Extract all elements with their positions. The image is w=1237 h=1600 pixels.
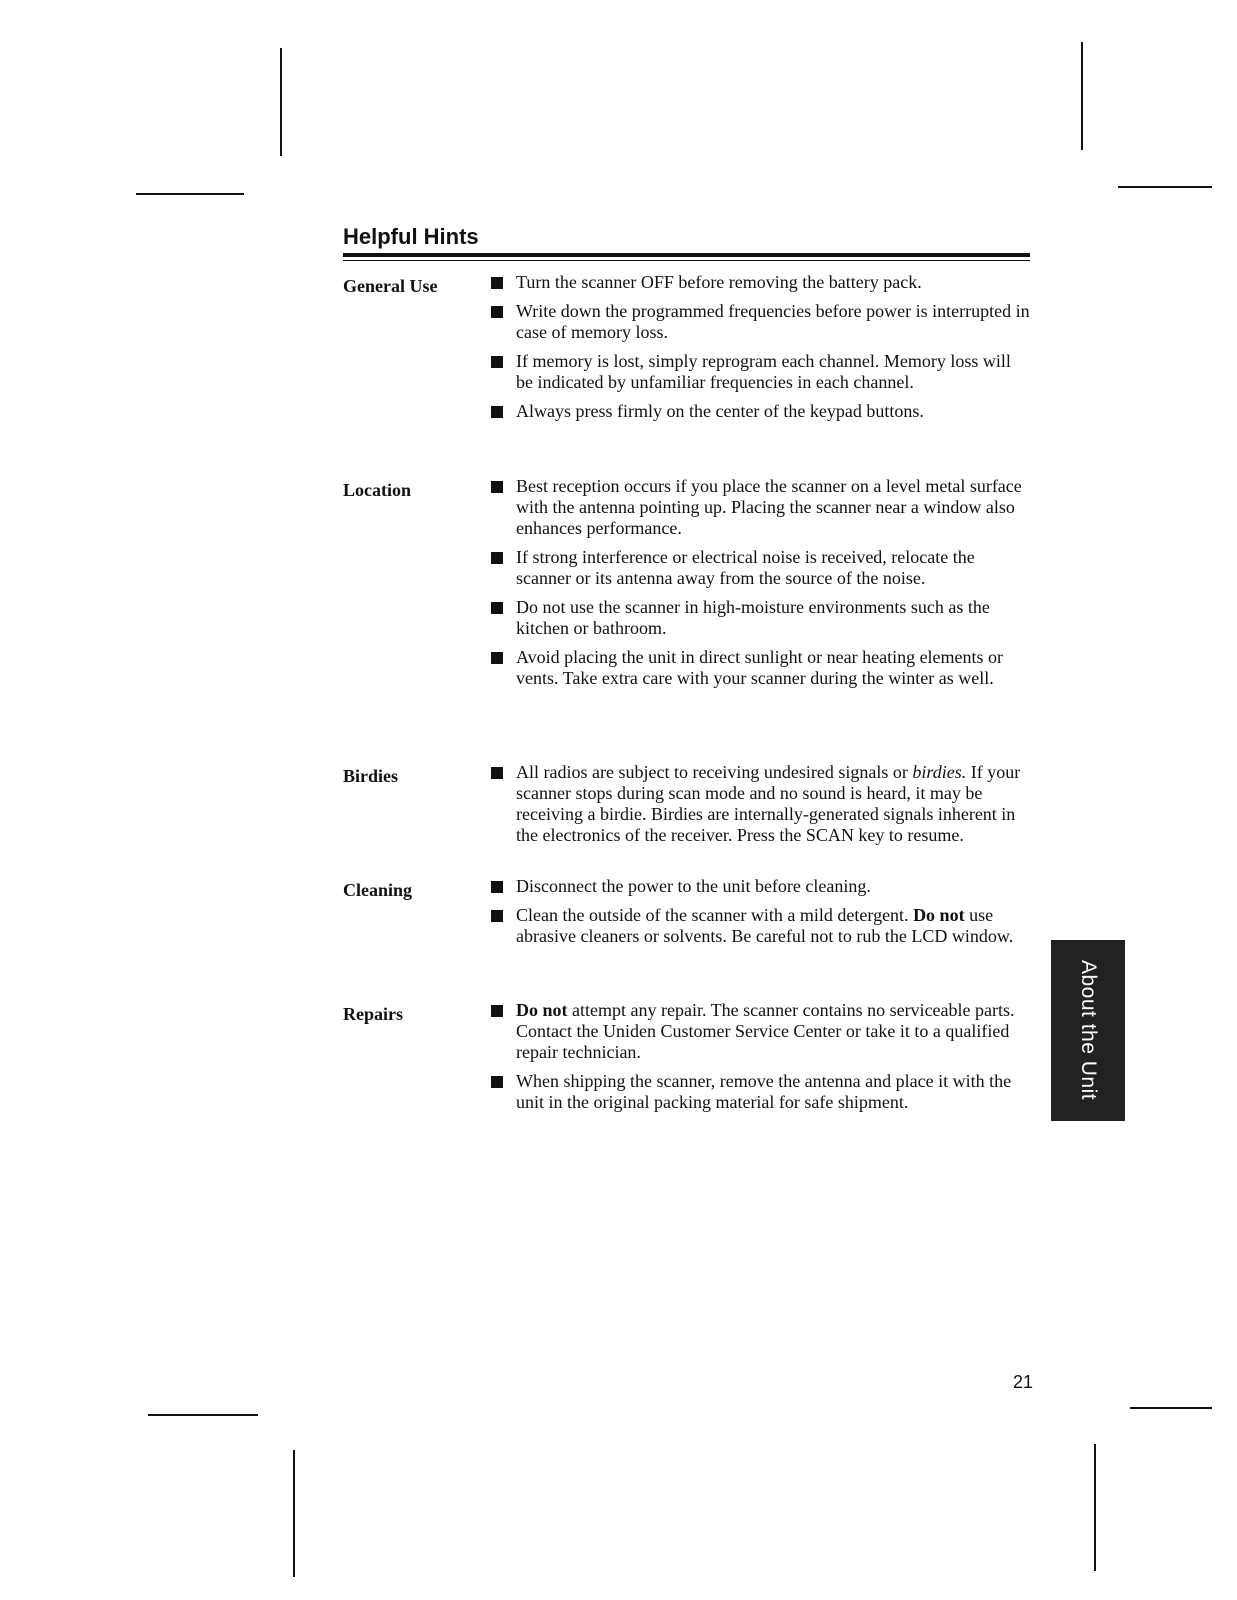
hint-item	[491, 762, 1031, 846]
hint-text: Best reception occurs if you place the scanner on a level metal surface with the antenna pointing up. Placing the scanner near a window also enhances performance.	[516, 476, 1022, 538]
bullet-icon	[491, 406, 503, 418]
hint-text: If memory is lost, simply reprogram each channel. Memory loss will be indicated by unfamiliar frequencies in each channel.	[516, 351, 1011, 392]
bullet-icon	[491, 652, 503, 664]
bullet-icon	[491, 881, 503, 893]
hint-text: Always press firmly on the center of the keypad buttons.	[516, 401, 924, 421]
hint-item	[491, 476, 1031, 539]
hint-item	[491, 547, 1031, 589]
hint-item	[491, 1071, 1031, 1113]
hint-item	[491, 272, 1031, 293]
hint-item	[491, 647, 1031, 689]
bullet-icon	[491, 1005, 503, 1017]
hint-text: attempt any repair. The scanner contains no serviceable parts. Contact the Uniden Customer Service Center or take it to a qualified repair technician.	[516, 1000, 1015, 1062]
hint-list	[491, 1000, 1031, 1121]
bullet-icon	[491, 481, 503, 493]
bullet-icon	[491, 306, 503, 318]
hint-item	[491, 597, 1031, 639]
hint-item	[491, 1000, 1031, 1063]
hint-list	[491, 876, 1031, 955]
bullet-icon	[491, 602, 503, 614]
side-tab	[1051, 940, 1125, 1121]
hint-emphasis: birdies.	[912, 762, 967, 782]
hint-list	[491, 272, 1031, 430]
hint-list	[491, 762, 1031, 854]
crop-mark	[280, 48, 282, 156]
hint-text: Avoid placing the unit in direct sunlight or near heating elements or vents. Take extra care with your scanner during the winter as well.	[516, 647, 1004, 688]
crop-mark	[148, 1414, 258, 1416]
bullet-icon	[491, 277, 503, 289]
section-label: Location	[343, 480, 412, 500]
hint-list	[491, 476, 1031, 697]
bullet-icon	[491, 767, 503, 779]
hint-item	[491, 876, 1031, 897]
hint-strong: Do not	[516, 1000, 568, 1020]
hint-item	[491, 401, 1031, 422]
hint-text: If strong interference or electrical noise is received, relocate the scanner or its antenna away from the source of the noise.	[516, 547, 975, 588]
page-number: 21	[1013, 1372, 1034, 1392]
hint-text: When shipping the scanner, remove the antenna and place it with the unit in the original packing material for safe shipment.	[516, 1071, 1012, 1112]
title-rule	[343, 260, 1030, 261]
hint-text: Write down the programmed frequencies before power is interrupted in case of memory loss.	[516, 301, 1030, 342]
crop-mark	[1094, 1444, 1096, 1571]
hint-text: All radios are subject to receiving undesired signals or	[516, 762, 913, 782]
hint-text: If your scanner stops during scan mode and no sound is heard, it may be receiving a birdie. Birdies are internally-generated signals inherent in the electronics of the receiver. Press the SCAN key to resume.	[516, 762, 1021, 845]
side-tab-label: About the Unit	[1077, 960, 1100, 1101]
hint-text: Turn the scanner OFF before removing the battery pack.	[516, 272, 922, 292]
hint-text: Do not use the scanner in high-moisture environments such as the kitchen or bathroom.	[516, 597, 990, 638]
hint-item	[491, 301, 1031, 343]
crop-mark	[1130, 1407, 1212, 1409]
section-label: General Use	[343, 276, 438, 296]
hint-item	[491, 905, 1031, 947]
section-label: Repairs	[343, 1004, 403, 1024]
hint-text: use abrasive cleaners or solvents. Be careful not to rub the LCD window.	[516, 905, 1014, 946]
hint-item	[491, 351, 1031, 393]
hint-strong: Do not	[913, 905, 965, 925]
bullet-icon	[491, 552, 503, 564]
crop-mark	[1081, 42, 1083, 150]
crop-mark	[1118, 186, 1212, 188]
hint-text: Disconnect the power to the unit before cleaning.	[516, 876, 871, 896]
title-rule	[343, 253, 1030, 257]
bullet-icon	[491, 910, 503, 922]
page-title: Helpful Hints	[343, 224, 479, 249]
hint-text: Clean the outside of the scanner with a mild detergent.	[516, 905, 914, 925]
bullet-icon	[491, 1076, 503, 1088]
section-label: Cleaning	[343, 880, 413, 900]
section-label: Birdies	[343, 766, 399, 786]
crop-mark	[293, 1450, 295, 1577]
crop-mark	[136, 193, 244, 195]
bullet-icon	[491, 356, 503, 368]
